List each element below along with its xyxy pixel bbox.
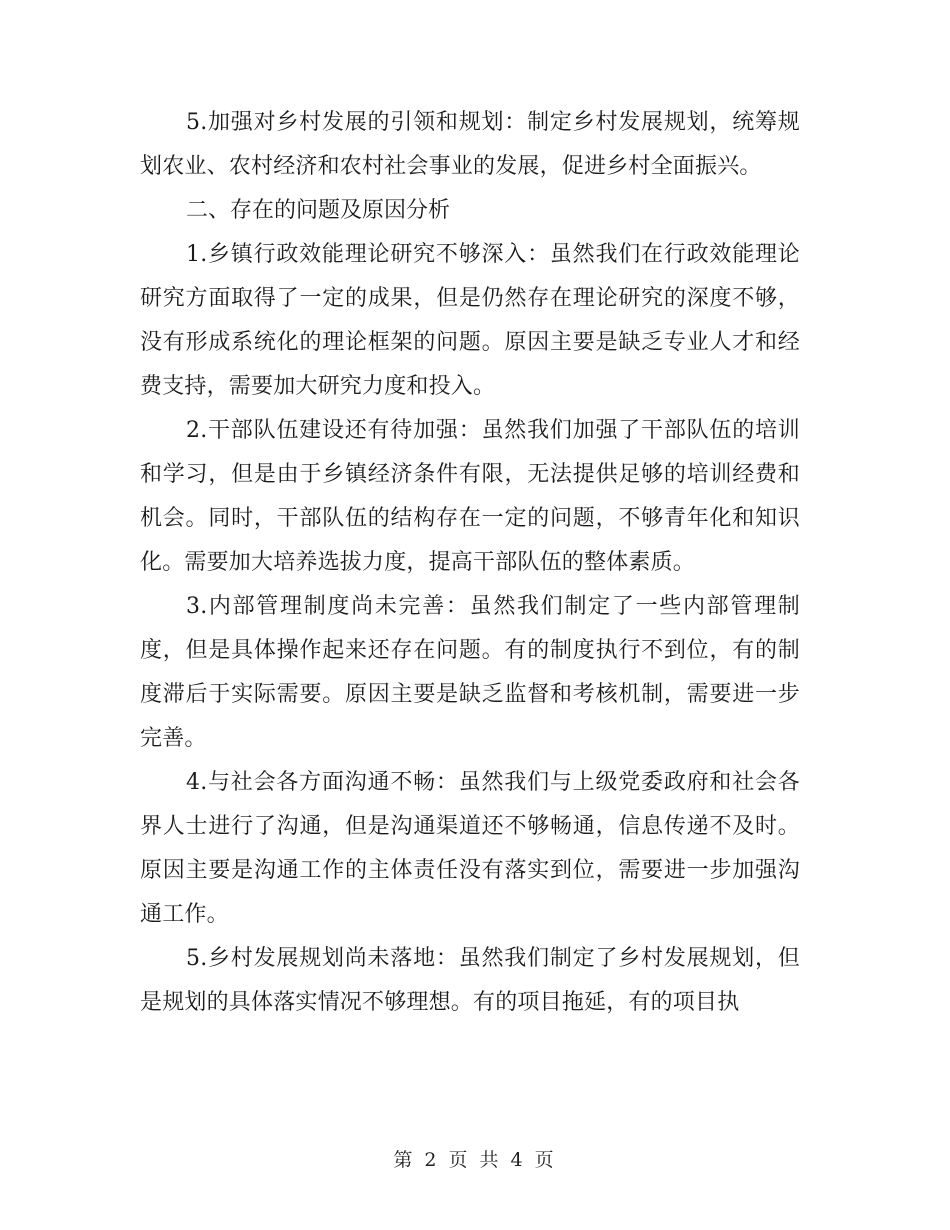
paragraph-rural-planning: 5.加强对乡村发展的引领和规划：制定乡村发展规划，统筹规划农业、农村经济和农村社会事业的发展，促进乡村全面振兴。	[140, 110, 800, 179]
document-body	[140, 101, 800, 1025]
paragraph-communication: 4.与社会各方面沟通不畅：虽然我们与上级党委政府和社会各界人士进行了沟通，但是沟通渠道还不够畅通，信息传递不及时。原因主要是沟通工作的主体责任没有落实到位，需要进一步加强沟通工作。	[140, 770, 800, 927]
paragraph-cadre-team: 2.干部队伍建设还有待加强：虽然我们加强了干部队伍的培训和学习，但是由于乡镇经济条件有限，无法提供足够的培训经费和机会。同时，干部队伍的结构存在一定的问题，不够青年化和知识化。需要加大培养选拔力度，提高干部队伍的整体素质。	[140, 418, 800, 575]
paragraph-internal-management: 3.内部管理制度尚未完善：虽然我们制定了一些内部管理制度，但是具体操作起来还存在问题。有的制度执行不到位，有的制度滞后于实际需要。原因主要是缺乏监督和考核机制，需要进一步完善。	[140, 594, 800, 751]
section-heading-problems: 二、存在的问题及原因分析	[186, 198, 451, 223]
paragraph-theory-research: 1.乡镇行政效能理论研究不够深入：虽然我们在行政效能理论研究方面取得了一定的成果，但是仍然存在理论研究的深度不够，没有形成系统化的理论框架的问题。原因主要是缺乏专业人才和经费支持，需要加大研究力度和投入。	[140, 242, 800, 399]
paragraph-plan-implementation: 5.乡村发展规划尚未落地：虽然我们制定了乡村发展规划，但是规划的具体落实情况不够理想。有的项目拖延，有的项目执	[140, 946, 800, 1015]
page-number-footer: 第 2 页 共 4 页	[393, 1149, 557, 1171]
